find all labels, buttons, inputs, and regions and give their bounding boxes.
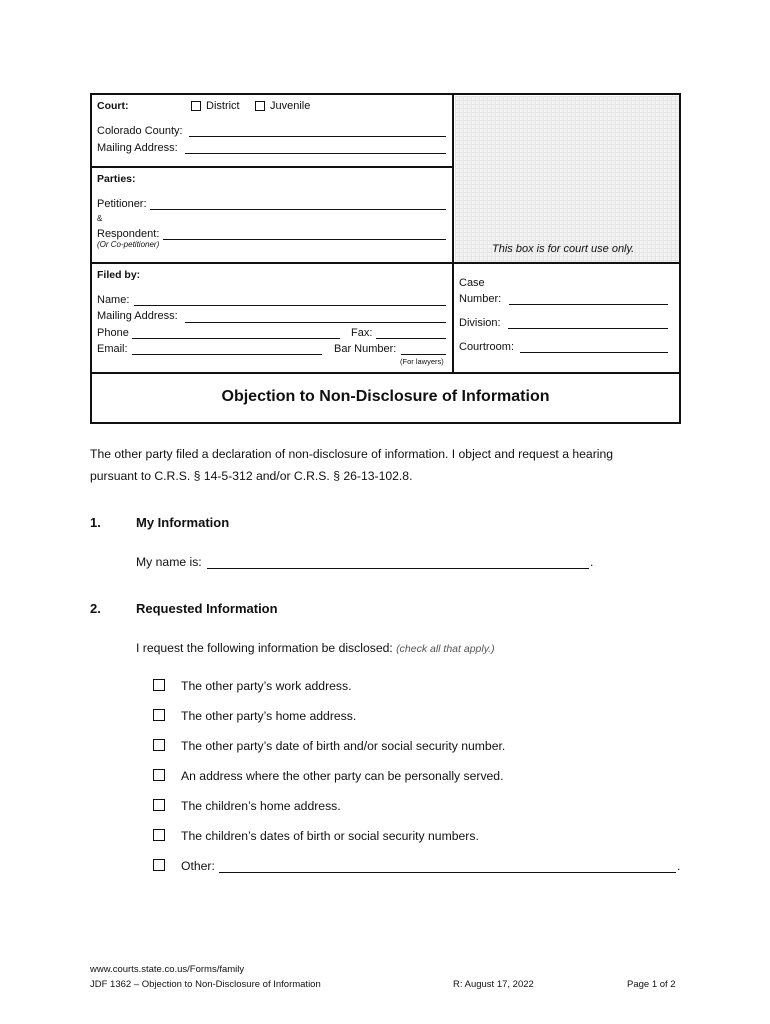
phone-label: Phone — [97, 327, 129, 339]
caption-divider-title — [90, 372, 681, 374]
footer-page: Page 1 of 2 — [627, 979, 676, 990]
division-field[interactable] — [508, 328, 668, 329]
court-label: Court: — [97, 100, 129, 112]
footer-revision: R: August 17, 2022 — [453, 979, 534, 990]
bar-number-field[interactable] — [401, 354, 446, 355]
petitioner-label: Petitioner: — [97, 198, 147, 210]
request-prompt-text: I request the following information be disclosed: — [136, 641, 393, 655]
my-name-label: My name is: — [136, 555, 202, 569]
district-label: District — [206, 100, 240, 112]
my-name-field[interactable] — [207, 568, 589, 569]
county-label: Colorado County: — [97, 125, 183, 137]
option-home-address-label: The other party’s home address. — [181, 709, 357, 723]
intro-line-2: pursuant to C.R.S. § 14-5-312 and/or C.R.S. § 26-13-102.8. — [90, 469, 413, 483]
option-dob-ssn-label: The other party’s date of birth and/or social security number. — [181, 739, 506, 753]
division-label: Division: — [459, 317, 501, 329]
option-children-address-checkbox[interactable] — [153, 799, 165, 811]
option-other-checkbox[interactable] — [153, 859, 165, 871]
footer-url: www.courts.state.co.us/Forms/family — [90, 964, 245, 975]
caption-divider-vertical — [452, 93, 454, 373]
section-1-number: 1. — [90, 515, 101, 530]
section-2-heading: Requested Information — [136, 601, 278, 616]
option-dob-ssn-checkbox[interactable] — [153, 739, 165, 751]
footer-form-id: JDF 1362 – Objection to Non-Disclosure of Information — [90, 979, 321, 990]
intro-line-1: The other party filed a declaration of non-disclosure of information. I object and request a hearing — [90, 447, 614, 461]
option-other-label: Other: — [181, 859, 215, 873]
form-title: Objection to Non-Disclosure of Information — [221, 388, 550, 405]
district-checkbox[interactable] — [191, 101, 201, 111]
ampersand: & — [97, 214, 103, 223]
name-label: Name: — [97, 294, 130, 306]
caption-divider-court — [90, 166, 453, 168]
email-label: Email: — [97, 343, 128, 355]
parties-label: Parties: — [97, 173, 136, 185]
request-prompt-note: (check all that apply.) — [396, 643, 495, 655]
option-work-address-checkbox[interactable] — [153, 679, 165, 691]
option-home-address-checkbox[interactable] — [153, 709, 165, 721]
option-children-address-label: The children’s home address. — [181, 799, 341, 813]
option-service-address-checkbox[interactable] — [153, 769, 165, 781]
option-service-address-label: An address where the other party can be personally served. — [181, 769, 504, 783]
section-1-heading: My Information — [136, 515, 230, 530]
case-label: Case — [459, 277, 485, 289]
request-prompt — [136, 641, 495, 655]
juvenile-checkbox[interactable] — [255, 101, 265, 111]
filer-mailing-field[interactable] — [185, 322, 446, 323]
option-work-address-label: The other party’s work address. — [181, 679, 352, 693]
respondent-label: Respondent: — [97, 228, 160, 240]
number-label: Number: — [459, 293, 502, 305]
court-mailing-field[interactable] — [185, 153, 446, 154]
fax-label: Fax: — [351, 327, 373, 339]
co-petitioner-note: (Or Co-petitioner) — [97, 240, 160, 249]
filed-by-label: Filed by: — [97, 269, 141, 281]
phone-field[interactable] — [132, 338, 340, 339]
petitioner-field[interactable] — [150, 209, 446, 210]
court-use-box — [455, 96, 679, 262]
bar-number-label: Bar Number: — [334, 343, 397, 355]
court-use-note: This box is for court use only. — [492, 243, 635, 255]
courtroom-field[interactable] — [520, 352, 668, 353]
section-2-number: 2. — [90, 601, 101, 616]
filer-mailing-label: Mailing Address: — [97, 310, 178, 322]
caption-divider-parties — [90, 262, 681, 264]
case-number-field[interactable] — [509, 304, 668, 305]
courtroom-label: Courtroom: — [459, 341, 515, 353]
juvenile-label: Juvenile — [270, 100, 311, 112]
court-mailing-label: Mailing Address: — [97, 142, 178, 154]
fax-field[interactable] — [376, 338, 446, 339]
county-field[interactable] — [189, 136, 446, 137]
my-name-period: . — [590, 555, 594, 569]
option-other-field[interactable] — [219, 872, 676, 873]
respondent-field[interactable] — [163, 239, 446, 240]
for-lawyers-note: (For lawyers) — [400, 357, 444, 366]
option-children-dob-ssn-label: The children’s dates of birth or social security numbers. — [181, 829, 479, 843]
filer-name-field[interactable] — [134, 305, 446, 306]
option-other-period: . — [677, 859, 681, 873]
option-children-dob-ssn-checkbox[interactable] — [153, 829, 165, 841]
email-field[interactable] — [132, 354, 322, 355]
